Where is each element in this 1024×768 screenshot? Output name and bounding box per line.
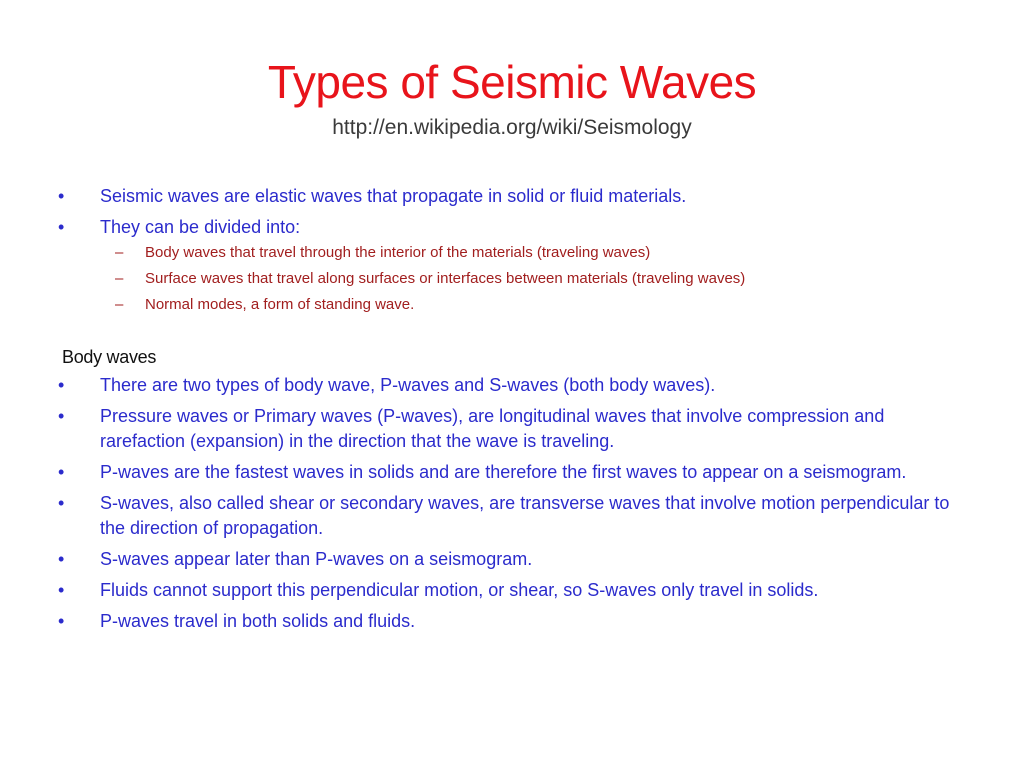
- bullet-icon: •: [58, 186, 65, 206]
- list-item: [58, 404, 958, 454]
- bullet-text: S-waves appear later than P-waves on a seismogram.: [100, 549, 533, 569]
- bullet-text: They can be divided into:: [100, 217, 301, 237]
- bullet-icon: •: [58, 493, 65, 513]
- bullet-icon: •: [58, 549, 65, 569]
- body-waves-bullet-list: [58, 373, 958, 634]
- bullet-icon: •: [58, 580, 65, 600]
- sub-list-item: [100, 294, 958, 315]
- bullet-text: Seismic waves are elastic waves that propagate in solid or fluid materials.: [100, 186, 687, 206]
- slide-body: [58, 184, 958, 640]
- bullet-text: There are two types of body wave, P-waves and S-waves (both body waves).: [100, 375, 716, 395]
- list-item: [58, 373, 958, 398]
- sub-bullet-list: [100, 242, 958, 315]
- dash-icon: –: [115, 296, 124, 313]
- dash-icon: –: [115, 244, 124, 261]
- sub-list-item: [100, 242, 958, 263]
- list-item: [58, 215, 958, 315]
- bullet-text: P-waves are the fastest waves in solids and are therefore the first waves to appear on a seismogram.: [100, 462, 907, 482]
- dash-icon: –: [115, 270, 124, 287]
- bullet-text: S-waves, also called shear or secondary waves, are transverse waves that involve motion perpendicular to the direction of propagation.: [100, 493, 950, 538]
- sub-bullet-text: Surface waves that travel along surfaces or interfaces between materials (traveling waves): [145, 270, 746, 287]
- list-item: [58, 547, 958, 572]
- bullet-text: P-waves travel in both solids and fluids.: [100, 611, 416, 631]
- bullet-icon: •: [58, 375, 65, 395]
- bullet-icon: •: [58, 406, 65, 426]
- slide-subtitle-link[interactable]: http://en.wikipedia.org/wiki/Seismology: [332, 116, 692, 139]
- bullet-icon: •: [58, 462, 65, 482]
- intro-bullet-list: [58, 184, 958, 315]
- sub-bullet-text: Body waves that travel through the interior of the materials (traveling waves): [145, 244, 651, 261]
- bullet-text: Fluids cannot support this perpendicular motion, or shear, so S-waves only travel in solids.: [100, 580, 819, 600]
- section-heading: Body waves: [62, 347, 157, 367]
- list-item: [58, 578, 958, 603]
- list-item: [58, 184, 958, 209]
- sub-list-item: [100, 268, 958, 289]
- list-item: [58, 609, 958, 634]
- list-item: [58, 460, 958, 485]
- bullet-text: Pressure waves or Primary waves (P-waves), are longitudinal waves that involve compression and rarefaction (expansion) in the direction that the wave is traveling.: [100, 406, 885, 451]
- bullet-icon: •: [58, 611, 65, 631]
- bullet-icon: •: [58, 217, 65, 237]
- sub-bullet-text: Normal modes, a form of standing wave.: [145, 296, 415, 313]
- list-item: [58, 491, 958, 541]
- slide-title: Types of Seismic Waves: [267, 56, 757, 108]
